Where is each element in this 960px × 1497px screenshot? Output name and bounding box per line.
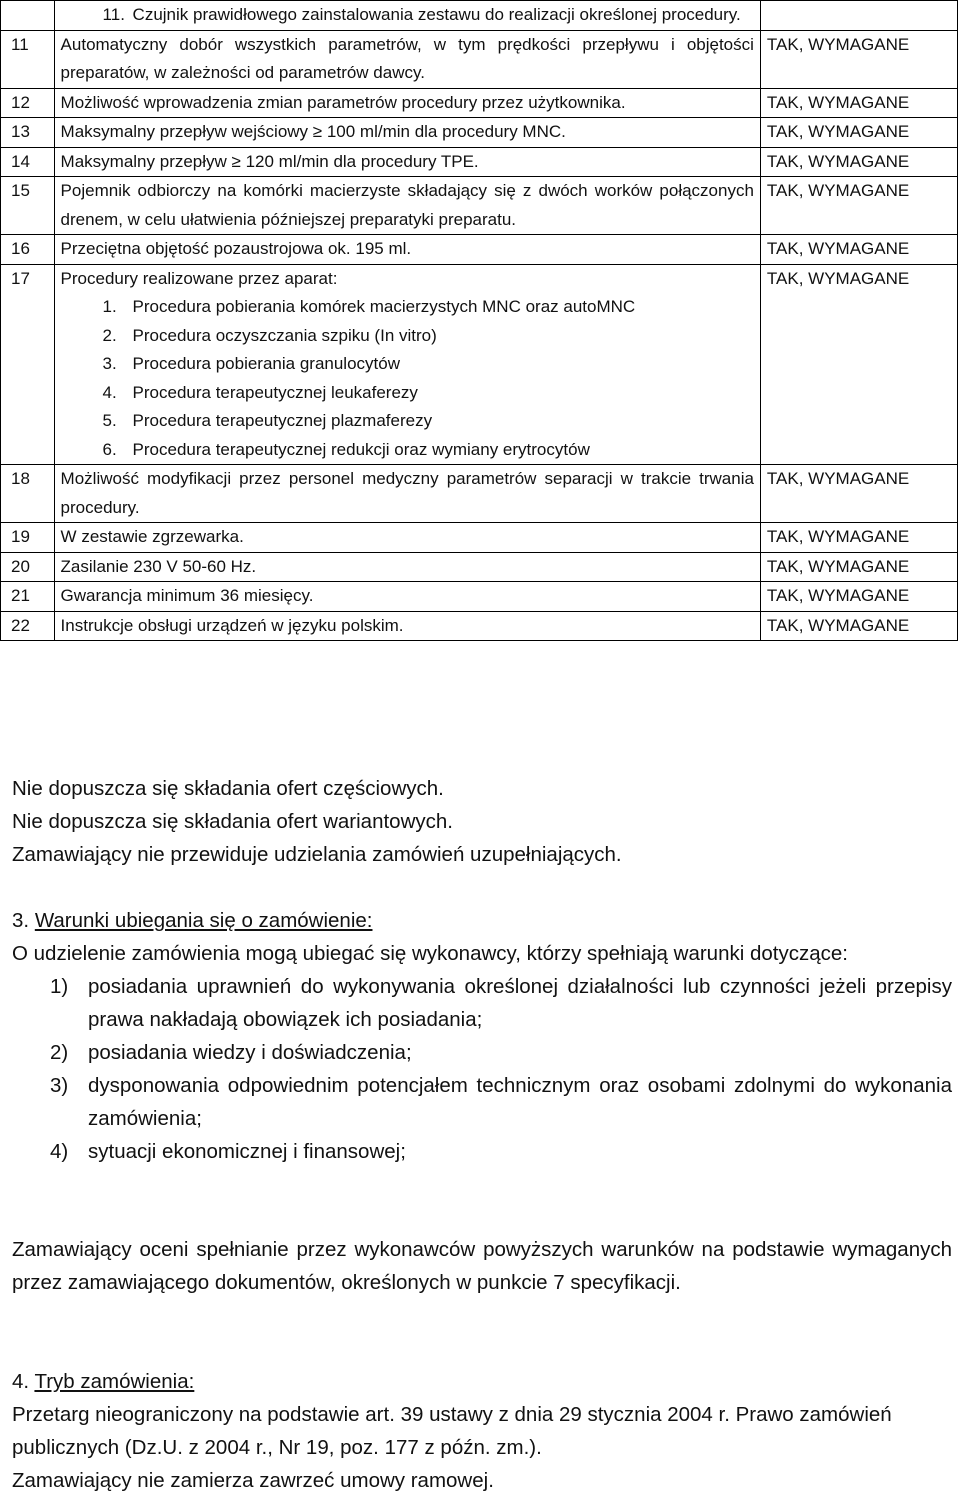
row-requirement: TAK, WYMAGANE xyxy=(760,88,957,118)
row-number: 13 xyxy=(1,118,55,148)
list-item xyxy=(12,970,952,1036)
section-4 xyxy=(12,1365,952,1497)
row-description: Maksymalny przepływ ≥ 120 ml/min dla procedury TPE. xyxy=(54,147,760,177)
section-title: Warunki ubiegania się o zamówienie: xyxy=(34,909,373,932)
list-marker: 1) xyxy=(50,975,69,998)
row-requirement: TAK, WYMAGANE xyxy=(760,147,957,177)
row-number: 12 xyxy=(1,88,55,118)
list-marker: 4) xyxy=(50,1140,69,1163)
notes-block xyxy=(12,772,952,871)
list-marker: 6. xyxy=(102,439,117,459)
framework-agreement-note: Zamawiający nie zamierza zawrzeć umowy ramowej. xyxy=(12,1469,494,1492)
list-item xyxy=(61,407,754,436)
table-row xyxy=(1,88,958,118)
list-item xyxy=(12,1069,952,1135)
section-3-closing xyxy=(12,1233,952,1299)
list-marker: 3. xyxy=(102,354,117,373)
procedures-heading: Procedury realizowane przez aparat: xyxy=(60,268,338,288)
list-item-text: Procedura terapeutycznej plazmaferezy xyxy=(132,411,433,430)
list-item xyxy=(12,1135,952,1168)
closing-paragraph: Zamawiający oceni spełnianie przez wykonawców powyższych warunków na podstawie wymaganych przez zamawiającego dokumentów, określonych w punkcie 7 specyfikacji. xyxy=(12,1238,952,1294)
specification-table xyxy=(0,0,958,641)
note-variant-offers: Nie dopuszcza się składania ofert wariantowych. xyxy=(12,810,453,833)
sublist-text: Czujnik prawidłowego zainstalowania zestawu do realizacji określonej procedury. xyxy=(132,5,741,24)
row-number: 15 xyxy=(1,177,55,235)
table-row xyxy=(1,1,958,31)
row-description: Możliwość modyfikacji przez personel medyczny parametrów separacji w trakcie trwania procedury. xyxy=(54,465,760,523)
row-number: 20 xyxy=(1,552,55,582)
sublist-marker: 11. xyxy=(102,5,125,24)
row-requirement: TAK, WYMAGANE xyxy=(760,235,957,265)
list-marker: 1. xyxy=(102,297,117,316)
list-item xyxy=(61,379,754,408)
row-description: Maksymalny przepływ wejściowy ≥ 100 ml/min dla procedury MNC. xyxy=(54,118,760,148)
row-number-cell xyxy=(1,1,55,31)
note-supplementary-orders: Zamawiający nie przewiduje udzielania zamówień uzupełniających. xyxy=(12,843,622,866)
procedure-paragraph: Przetarg nieograniczony na podstawie art. 39 ustawy z dnia 29 stycznia 2004 r. Prawo zamówień publicznych (Dz.U. z 2004 r., Nr 19, poz. 177 z późn. zm.). xyxy=(12,1403,892,1459)
conditions-list xyxy=(12,970,952,1168)
row-description: Pojemnik odbiorczy na komórki macierzyste składający się z dwóch worków połączonych drenem, w celu ułatwienia późniejszej preparatyki preparatu. xyxy=(54,177,760,235)
note-partial-offers: Nie dopuszcza się składania ofert częściowych. xyxy=(12,777,444,800)
table-row xyxy=(1,465,958,523)
row-number: 11 xyxy=(1,30,55,88)
row-number: 18 xyxy=(1,465,55,523)
row-description: Automatyczny dobór wszystkich parametrów, w tym prędkości przepływu i objętości preparatów, w zależności od parametrów dawcy. xyxy=(54,30,760,88)
row-requirement: TAK, WYMAGANE xyxy=(760,523,957,553)
list-marker: 2. xyxy=(102,325,117,345)
table-row xyxy=(1,552,958,582)
list-item-text: Procedura pobierania granulocytów xyxy=(132,354,400,373)
row-number: 16 xyxy=(1,235,55,265)
table-row xyxy=(1,523,958,553)
section-number: 3. xyxy=(12,909,30,932)
list-item-text: Procedura terapeutycznej redukcji oraz wymiany erytrocytów xyxy=(132,439,590,459)
list-item-text: sytuacji ekonomicznej i finansowej; xyxy=(88,1140,406,1163)
table-row xyxy=(1,118,958,148)
table-row xyxy=(1,264,958,465)
table-row xyxy=(1,147,958,177)
list-marker: 2) xyxy=(50,1041,69,1064)
row-description: Możliwość wprowadzenia zmian parametrów procedury przez użytkownika. xyxy=(54,88,760,118)
row-description xyxy=(54,264,760,465)
section-number: 4. xyxy=(12,1370,30,1393)
list-item xyxy=(12,1036,952,1069)
row-description: Gwarancja minimum 36 miesięcy. xyxy=(54,582,760,612)
list-item-text: Procedura terapeutycznej leukaferezy xyxy=(132,382,418,402)
list-item-text: posiadania wiedzy i doświadczenia; xyxy=(88,1041,412,1064)
list-marker: 5. xyxy=(102,411,117,430)
section-heading xyxy=(12,1365,952,1398)
list-item-text: Procedura oczyszczania szpiku (In vitro) xyxy=(132,325,437,345)
section-title: Tryb zamówienia: xyxy=(34,1370,195,1393)
section-heading xyxy=(12,904,952,937)
row-number: 14 xyxy=(1,147,55,177)
table-row xyxy=(1,235,958,265)
table-row xyxy=(1,30,958,88)
list-item xyxy=(61,436,754,465)
row-number: 22 xyxy=(1,611,55,641)
row-number: 19 xyxy=(1,523,55,553)
row-requirement: TAK, WYMAGANE xyxy=(760,552,957,582)
section-intro: O udzielenie zamówienia mogą ubiegać się wykonawcy, którzy spełniają warunki dotyczące: xyxy=(12,942,848,965)
section-3 xyxy=(12,904,952,1168)
table-row xyxy=(1,582,958,612)
list-item xyxy=(61,293,754,322)
row-requirement: TAK, WYMAGANE xyxy=(760,118,957,148)
list-item-text: dysponowania odpowiednim potencjałem technicznym oraz osobami zdolnymi do wykonania zamówienia; xyxy=(88,1074,952,1130)
procedures-list xyxy=(61,293,754,464)
list-marker: 4. xyxy=(102,382,117,402)
row-requirement: TAK, WYMAGANE xyxy=(760,264,957,465)
list-item xyxy=(61,350,754,379)
list-marker: 3) xyxy=(50,1074,69,1097)
list-item xyxy=(61,322,754,351)
row-requirement-cell xyxy=(760,1,957,31)
row-requirement: TAK, WYMAGANE xyxy=(760,611,957,641)
row-requirement: TAK, WYMAGANE xyxy=(760,177,957,235)
row-description: Przeciętna objętość pozaustrojowa ok. 195 ml. xyxy=(54,235,760,265)
row-requirement: TAK, WYMAGANE xyxy=(760,465,957,523)
row-description: W zestawie zgrzewarka. xyxy=(54,523,760,553)
row-requirement: TAK, WYMAGANE xyxy=(760,582,957,612)
row-number: 21 xyxy=(1,582,55,612)
row-description-cell xyxy=(54,1,760,31)
table-row xyxy=(1,177,958,235)
row-description: Instrukcje obsługi urządzeń w języku polskim. xyxy=(54,611,760,641)
list-item-text: Procedura pobierania komórek macierzystych MNC oraz autoMNC xyxy=(132,297,636,316)
list-item-text: posiadania uprawnień do wykonywania określonej działalności lub czynności jeżeli przepisy prawa nakładają obowiązek ich posiadania; xyxy=(88,975,952,1031)
row-description: Zasilanie 230 V 50-60 Hz. xyxy=(54,552,760,582)
row-requirement: TAK, WYMAGANE xyxy=(760,30,957,88)
sublist-item xyxy=(61,1,754,30)
table-row xyxy=(1,611,958,641)
row-number: 17 xyxy=(1,264,55,465)
